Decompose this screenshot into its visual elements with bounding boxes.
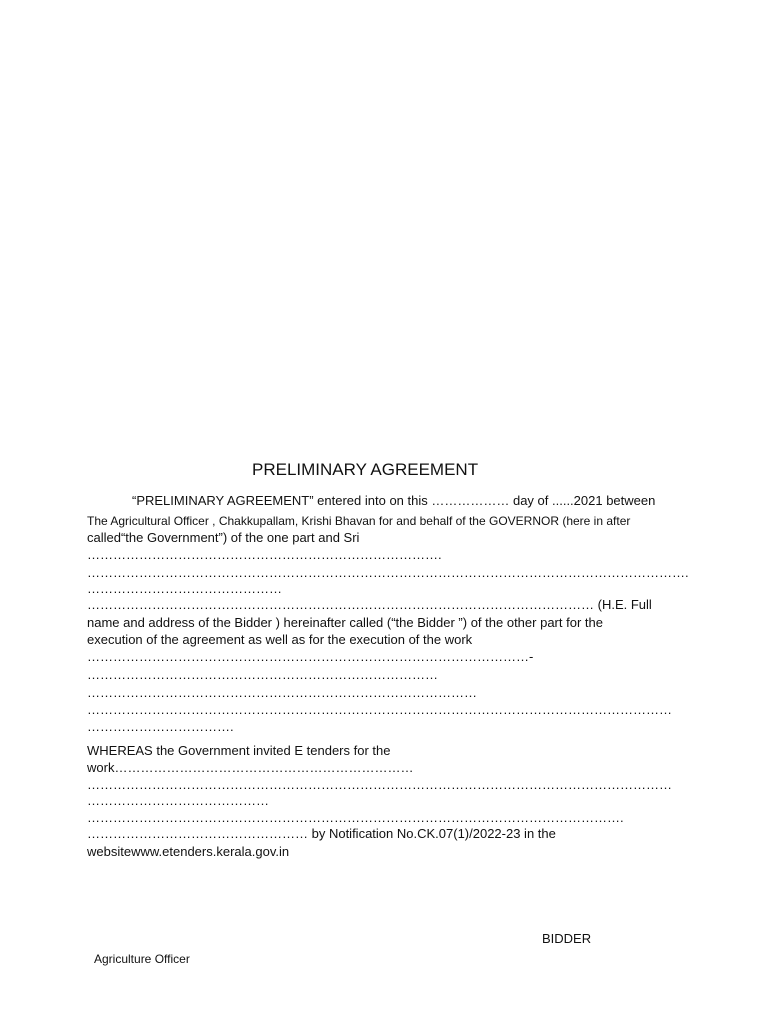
execution-line: execution of the agreement as well as for the execution of the work bbox=[87, 632, 473, 647]
officer-signature-label: Agriculture Officer bbox=[94, 952, 190, 966]
work-line-4: ……………………………………………………………………………………………………………………… bbox=[87, 702, 672, 717]
notification-line: …………………………………………… by Notification No.CK.07(1)/2022-23 in the bbox=[87, 826, 556, 841]
bidder-signature-label: BIDDER bbox=[542, 931, 592, 946]
officer-line: The Agricultural Officer , Chakkupallam, Krishi Bhavan for and behalf of the GOVERNOR (here in after bbox=[87, 514, 631, 528]
agreement-intro-line: “PRELIMINARY AGREEMENT” entered into on this ……………… day of ......2021 between bbox=[132, 493, 656, 508]
blank-line-1: ………………………………………………………………………. bbox=[87, 547, 442, 562]
bidder-address-line: ……………………………………………………………………………………………………… (H.E. Full bbox=[87, 597, 652, 612]
tender-work-line-2: ……………………………………………………………………………………………………………………… bbox=[87, 777, 672, 792]
blank-line-2: …………………………………………………………………………………………………………………………. bbox=[87, 565, 689, 580]
work-line-1: …………………………………………………………………………………………- bbox=[87, 649, 534, 664]
website-line: websitewww.etenders.kerala.gov.in bbox=[87, 844, 290, 859]
blank-line-3: ……………………………………… bbox=[87, 581, 282, 596]
work-line-2: ……………………………………………………………………… bbox=[87, 667, 438, 682]
government-line: called“the Government”) of the one part and Sri bbox=[87, 530, 360, 545]
bidder-definition-line: name and address of the Bidder ) hereinafter called (“the Bidder ”) of the other part for the bbox=[87, 615, 603, 630]
whereas-line: WHEREAS the Government invited E tenders for the bbox=[87, 743, 391, 758]
tender-work-line-3: …………………………………… bbox=[87, 793, 269, 808]
work-line-5: ……………………………. bbox=[87, 719, 234, 734]
document-title: PRELIMINARY AGREEMENT bbox=[252, 460, 479, 479]
tender-work-line-1: work…………………………………………………………… bbox=[87, 760, 414, 775]
tender-work-line-4: ……………………………………………………………………………………………………………. bbox=[87, 810, 624, 825]
work-line-3: ……………………………………………………………………………… bbox=[87, 685, 477, 700]
